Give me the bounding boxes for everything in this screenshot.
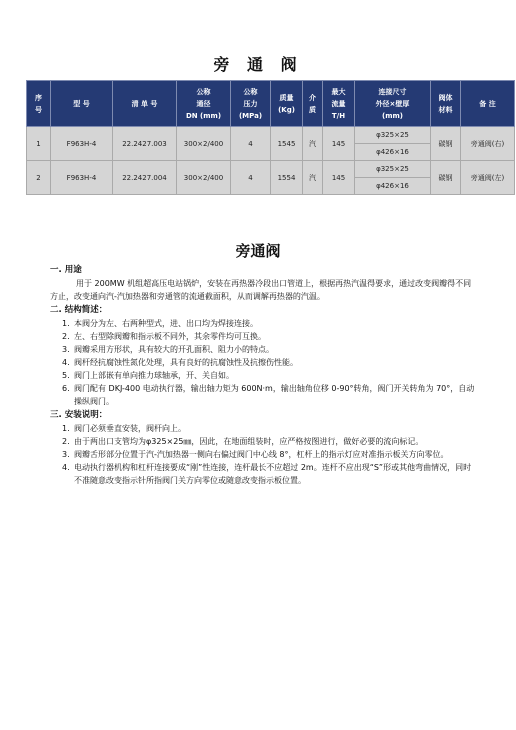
header-no: 序 号 <box>27 81 51 127</box>
document-body <box>50 263 475 487</box>
section-heading-structure: 二. 结构简述： <box>50 305 108 315</box>
section-heading-installation: 三. 安装说明： <box>50 410 108 420</box>
header-model: 型 号 <box>51 81 113 127</box>
header-material: 阀体 材料 <box>431 81 461 127</box>
header-flow: 最大 流量 T/H <box>323 81 355 127</box>
header-medium: 介 质 <box>303 81 323 127</box>
cell-connection-1: φ325×25 <box>355 127 431 144</box>
cell-connection-2: φ426×16 <box>355 144 431 161</box>
table-row <box>27 161 515 178</box>
cell-medium: 汽 <box>303 127 323 161</box>
cell-pn: 4 <box>231 161 271 195</box>
cell-list-no: 22.2427.003 <box>113 127 177 161</box>
cell-model: F963H-4 <box>51 161 113 195</box>
list-item: 1. 阀门必须垂直安装，阀杆向上。 <box>62 424 186 433</box>
list-item: 2. 左、右型除阀瓣和指示板不同外，其余零件均可互换。 <box>62 332 266 341</box>
table-row <box>27 127 515 144</box>
table-header-row <box>27 81 515 127</box>
list-item: 1. 本阀分为左、右两种型式，进、出口均为焊接连接。 <box>62 319 258 328</box>
cell-dn: 300×2/400 <box>177 127 231 161</box>
section-heading-purpose: 一. 用途 <box>50 265 82 275</box>
cell-no: 1 <box>27 127 51 161</box>
document-title: 旁通阀 <box>235 242 281 260</box>
cell-no: 2 <box>27 161 51 195</box>
list-item: 4. 阀杆经抗腐蚀性氮化处理，具有良好的抗腐蚀性及抗擦伤性能。 <box>62 358 298 367</box>
cell-mass: 1545 <box>271 127 303 161</box>
page-title: 旁 通 阀 <box>213 55 303 74</box>
header-note: 备 注 <box>461 81 515 127</box>
header-mass: 质量 (Kg) <box>271 81 303 127</box>
cell-mass: 1554 <box>271 161 303 195</box>
header-list-no: 清 单 号 <box>113 81 177 127</box>
cell-connection-2: φ426×16 <box>355 178 431 195</box>
cell-note: 旁通阀(左) <box>461 161 515 195</box>
list-item: 4. 电动执行器机构和杠杆连接要成“刚”性连接，连杆最长不应超过 2m。连杆不应出现“S”形或其他弯曲情况，同时不准随意改变指示针所指阀门关方向零位或随意改变指示板位置。 <box>62 463 472 485</box>
header-connection: 连接尺寸 外径×壁厚 (mm) <box>355 81 431 127</box>
header-pn: 公称 压力 (MPa) <box>231 81 271 127</box>
cell-connection-1: φ325×25 <box>355 161 431 178</box>
list-item: 3. 阀瓣采用方形状，具有较大的开孔面积、阻力小的特点。 <box>62 345 274 354</box>
cell-pn: 4 <box>231 127 271 161</box>
purpose-paragraph: 用于 200MW 机组超高压电站锅炉，安装在再热器冷段出口管道上，根据再热汽温得要求，通过改变阀瓣得不同方止，改变通向汽-汽加热器和旁通管的流通截面积，从而调解再热器的汽温。 <box>50 279 472 301</box>
valve-spec-table <box>26 80 515 195</box>
list-item: 6. 阀门配有 DKJ-400 电动执行器，输出轴力矩为 600N·m，输出轴角位移 0-90°转角，阀门开关转角为 70°，自动操纵阀门。 <box>62 384 475 406</box>
cell-material: 碳钢 <box>431 161 461 195</box>
cell-list-no: 22.2427.004 <box>113 161 177 195</box>
cell-flow: 145 <box>323 161 355 195</box>
header-dn: 公称 通径 DN (mm) <box>177 81 231 127</box>
cell-model: F963H-4 <box>51 127 113 161</box>
cell-dn: 300×2/400 <box>177 161 231 195</box>
cell-material: 碳钢 <box>431 127 461 161</box>
list-item: 3. 阀瓣舌形部分位置于汽-汽加热器一侧向右偏过阀门中心线 8°，杠杆上的指示灯应对准指示板关方向零位。 <box>62 450 449 459</box>
cell-flow: 145 <box>323 127 355 161</box>
cell-medium: 汽 <box>303 161 323 195</box>
list-item: 2. 由于两出口支管均为φ325×25㎜，因此，在地面组装时，应严格按图进行，做好必要的流向标记。 <box>62 437 424 446</box>
list-item: 5. 阀门上部嵌有单向推力球轴承，开、关自如。 <box>62 371 234 380</box>
cell-note: 旁通阀(右) <box>461 127 515 161</box>
